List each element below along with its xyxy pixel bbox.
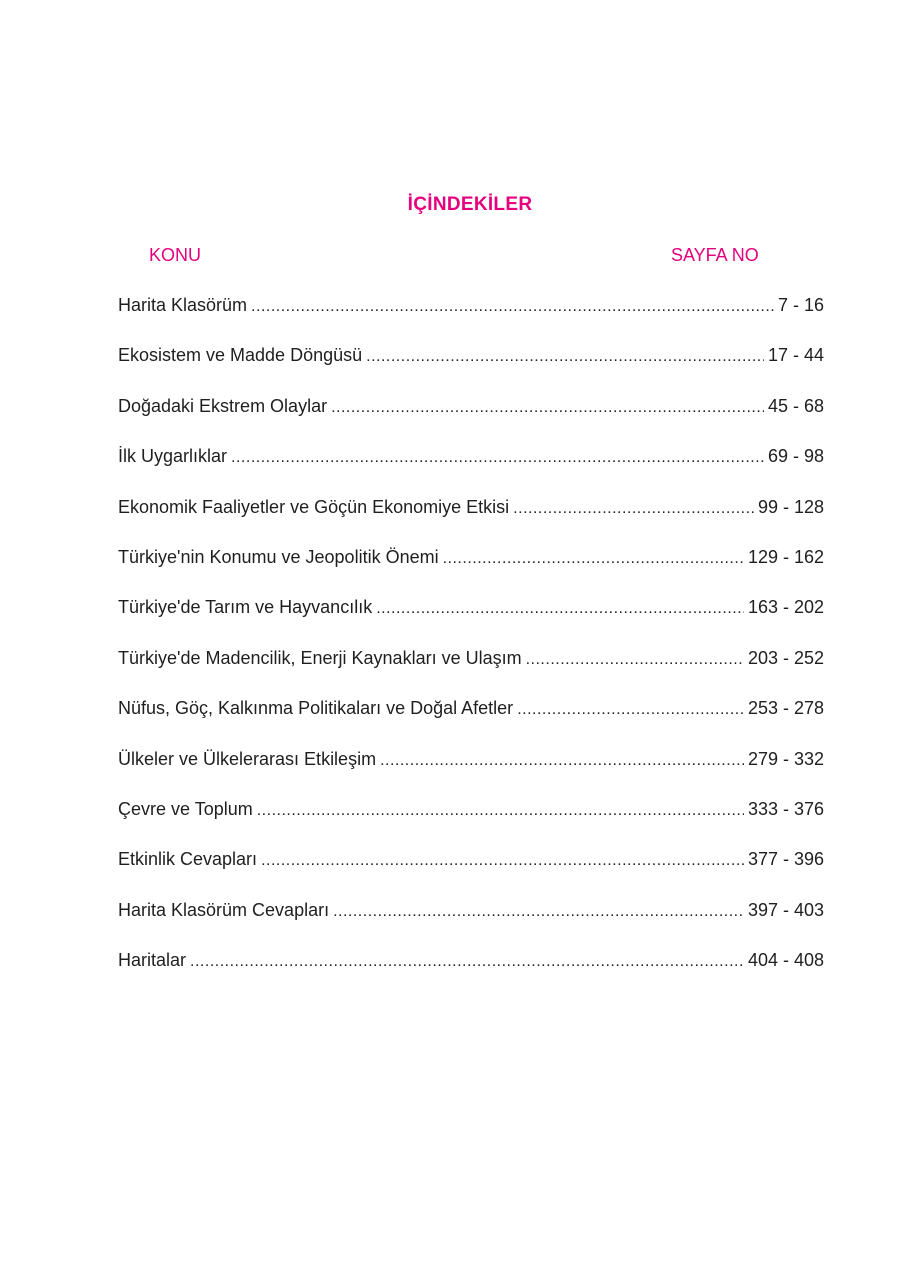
page-title: İÇİNDEKİLER — [407, 194, 533, 215]
toc-entry-pages: 333 - 376 — [747, 798, 824, 819]
topic-column-header: KONU — [149, 245, 202, 265]
toc-entry-label: Haritalar — [118, 950, 187, 971]
toc-entry-label: Etkinlik Cevapları — [118, 849, 258, 870]
toc-entry-pages: 45 - 68 — [767, 395, 824, 416]
dot-leader — [333, 901, 744, 923]
toc-entry-pages: 129 - 162 — [747, 546, 824, 567]
toc-entry-label: Türkiye'de Tarım ve Hayvancılık — [118, 597, 373, 618]
dot-leader — [526, 649, 744, 671]
dot-leader — [261, 850, 744, 872]
dot-leader — [376, 598, 744, 620]
dot-leader — [366, 346, 764, 368]
toc-entry-label: İlk Uygarlıklar — [118, 446, 228, 467]
toc-entry-label: Ülkeler ve Ülkelerarası Etkileşim — [118, 748, 377, 769]
toc-entry-harita-klasorum — [118, 294, 824, 344]
page-number-column-header: SAYFA NO — [671, 245, 759, 265]
dot-leader — [380, 750, 744, 772]
toc-entry-pages: 253 - 278 — [747, 698, 824, 719]
toc-entry-pages: 404 - 408 — [747, 950, 824, 971]
toc-entry-ulkeler — [118, 748, 824, 798]
toc-entry-madencilik-enerji — [118, 647, 824, 697]
toc-entry-pages: 163 - 202 — [747, 597, 824, 618]
dot-leader — [257, 800, 744, 822]
toc-entry-ekstrem-olaylar — [118, 395, 824, 445]
toc-entry-label: Nüfus, Göç, Kalkınma Politikaları ve Doğal Afetler — [118, 698, 514, 719]
dot-leader — [251, 296, 774, 318]
dot-leader — [190, 951, 744, 973]
toc-entry-turkiye-konumu — [118, 546, 824, 596]
toc-entry-etkinlik-cevaplari — [118, 848, 824, 898]
toc-entry-haritalar — [118, 949, 824, 999]
toc-entry-label: Doğadaki Ekstrem Olaylar — [118, 395, 328, 416]
toc-entry-label: Türkiye'de Madencilik, Enerji Kaynakları ve Ulaşım — [118, 647, 522, 668]
dot-leader — [517, 699, 744, 721]
toc-entry-pages: 69 - 98 — [767, 446, 824, 467]
toc-entry-label: Çevre ve Toplum — [118, 798, 253, 819]
toc-entry-pages: 99 - 128 — [757, 496, 824, 517]
toc-entry-label: Ekonomik Faaliyetler ve Göçün Ekonomiye Etkisi — [118, 496, 510, 517]
toc-entry-cevre-toplum — [118, 798, 824, 848]
dot-leader — [231, 447, 764, 469]
toc-entry-pages: 279 - 332 — [747, 748, 824, 769]
toc-entry-label: Harita Klasörüm — [118, 295, 248, 315]
toc-entry-ekonomik-faaliyetler — [118, 496, 824, 546]
toc-entry-pages: 203 - 252 — [747, 647, 824, 668]
toc-entry-pages: 17 - 44 — [767, 345, 824, 366]
table-of-contents — [118, 294, 824, 999]
toc-entry-label: Türkiye'nin Konumu ve Jeopolitik Önemi — [118, 546, 439, 567]
toc-entry-ekosistem — [118, 344, 824, 394]
toc-entry-tarim-hayvancilik — [118, 596, 824, 646]
toc-entry-nufus-goc — [118, 697, 824, 747]
dot-leader — [331, 397, 764, 419]
toc-entry-label: Harita Klasörüm Cevapları — [118, 899, 330, 920]
dot-leader — [443, 548, 744, 570]
toc-entry-pages: 7 - 16 — [777, 295, 824, 315]
toc-entry-ilk-uygarliklar — [118, 445, 824, 495]
toc-entry-harita-cevaplari — [118, 899, 824, 949]
toc-entry-label: Ekosistem ve Madde Döngüsü — [118, 345, 363, 366]
toc-entry-pages: 377 - 396 — [747, 849, 824, 870]
toc-entry-pages: 397 - 403 — [747, 899, 824, 920]
dot-leader — [513, 498, 754, 520]
